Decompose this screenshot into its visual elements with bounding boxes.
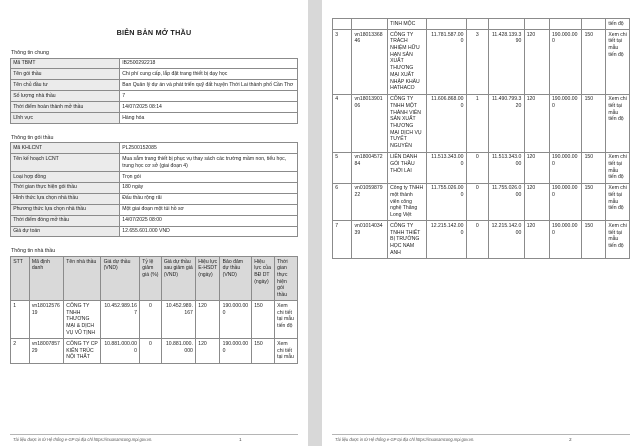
cell-stt: 1 — [11, 301, 30, 339]
table-row — [11, 182, 298, 193]
cell-name: Công ty TNHH một thành viên công nghệ Thăng Long Việt — [387, 183, 426, 221]
cell-guarantee-days: 150 — [582, 152, 606, 183]
cell-guarantee-days: 150 — [582, 221, 606, 259]
cell-name: CÔNG TY TNHH THƯƠNG MẠI & DỊCH VỤ VŨ TỊNH — [64, 301, 101, 339]
cell-duration: Xem chi tiết tại mẫu tiến độ — [606, 152, 630, 183]
cell-name: TINH MỘC — [387, 19, 426, 30]
general-info-heading: Thông tin chung — [11, 50, 49, 56]
info-label: Mã KHLCNT — [11, 143, 120, 154]
cell-bid-after: 10.881.000.000 — [161, 339, 195, 363]
table-row — [11, 69, 298, 80]
page-number-wrap — [183, 437, 298, 442]
cell-name: CÔNG TY TNHH MỘT THÀNH VIÊN SẢN XUẤT THƯƠNG MẠI DỊCH VỤ TUYẾT NGUYÊN — [387, 94, 426, 152]
table-row — [333, 29, 630, 94]
page-number-wrap — [511, 437, 630, 442]
cell-duration: Xem chi tiết tại mẫu tiến độ — [606, 221, 630, 259]
cell-hsdt-days: 120 — [196, 339, 220, 363]
column-header-guarantee: Bảo đảm dự thầu (VND) — [220, 256, 252, 301]
cell-code — [352, 19, 388, 30]
cell-bid-after: 12.215.142.000 — [488, 221, 524, 259]
cell-stt: 4 — [333, 94, 352, 152]
table-row — [11, 102, 298, 113]
cell-stt — [333, 19, 352, 30]
table-row — [11, 154, 298, 172]
info-label: Giá dự toán — [11, 226, 120, 237]
info-label: Thời điểm đóng mở thầu — [11, 215, 120, 226]
info-value: PL2500152085 — [120, 143, 298, 154]
document-page-1 — [0, 0, 308, 446]
cell-code: vn0101403439 — [352, 221, 388, 259]
cell-stt: 6 — [333, 183, 352, 221]
page-footer — [332, 434, 630, 443]
cell-bid-price: 11.513.343.000 — [426, 152, 466, 183]
page-footer — [10, 434, 298, 443]
bidders-table-page1 — [10, 256, 298, 364]
cell-hsdt-days: 120 — [524, 94, 549, 152]
cell-discount: 0 — [466, 221, 488, 259]
cell-bid-price: 11.606.868.000 — [426, 94, 466, 152]
cell-guarantee-days — [582, 19, 606, 30]
column-header-bid-after: Giá dự thầu sau giảm giá (VND) — [161, 256, 195, 301]
cell-name: CÔNG TY TNHH THIẾT BỊ TRƯỜNG HỌC NAM ANH — [387, 221, 426, 259]
info-value: 12.655.601.000 VND — [120, 226, 298, 237]
cell-bid-after: 10.452.989.167 — [161, 301, 195, 339]
cell-discount: 3 — [466, 29, 488, 94]
cell-bid-price: 11.755.026.000 — [426, 183, 466, 221]
cell-guarantee: 190.000.000 — [549, 152, 582, 183]
info-value: Mua sắm trang thiết bị phục vụ thay sách các trường mầm non, tiểu học, trung học cơ sở (giai đoạn 4) — [120, 154, 298, 172]
cell-duration: Xem chi tiết tại mẫu tiến độ — [274, 301, 297, 339]
package-info-heading: Thông tin gói thầu — [11, 134, 54, 141]
cell-bid-price: 10.452.989.167 — [101, 301, 140, 339]
column-header-hsdt-days: Hiệu lực E-HSDT (ngày) — [196, 256, 220, 301]
cell-bid-price: 11.781.587.000 — [426, 29, 466, 94]
cell-bid-after: 11.428.139.390 — [488, 29, 524, 94]
cell-bid-after: 11.755.026.000 — [488, 183, 524, 221]
info-value: 14/07/2025 08:00 — [120, 215, 298, 226]
info-value: 180 ngày — [120, 182, 298, 193]
cell-hsdt-days: 120 — [524, 152, 549, 183]
column-header-duration: Thời gian thực hiện gói thầu — [274, 256, 297, 301]
info-value: Ban Quản lý dự án và phát triển quỹ đất huyện Thới Lai thành phố Cần Thơ — [120, 80, 298, 91]
cell-discount: 1 — [466, 94, 488, 152]
cell-guarantee: 190.000.000 — [549, 183, 582, 221]
cell-hsdt-days: 120 — [524, 221, 549, 259]
cell-guarantee: 190.000.000 — [549, 94, 582, 152]
cell-duration: Xem chi tiết tại mẫu tiến độ — [606, 183, 630, 221]
info-label: Thời gian thực hiện gói thầu — [11, 182, 120, 193]
cell-discount — [466, 19, 488, 30]
info-value: Một giai đoạn một túi hồ sơ — [120, 204, 298, 215]
column-header-bid-price: Giá dự thầu (VND) — [101, 256, 140, 301]
info-value: IB2500292218 — [120, 58, 298, 69]
table-row — [11, 193, 298, 204]
document-page-2 — [322, 0, 640, 446]
info-value: Trọn gói — [120, 171, 298, 182]
cell-bid-after: 11.490.799.320 — [488, 94, 524, 152]
cell-stt: 5 — [333, 152, 352, 183]
cell-duration: Xem chi tiết tại mẫu tiến độ — [606, 94, 630, 152]
info-label: Mã TBMT — [11, 58, 120, 69]
cell-guarantee — [549, 19, 582, 30]
table-row — [11, 143, 298, 154]
cell-code: vn1801336846 — [352, 29, 388, 94]
table-row — [11, 204, 298, 215]
cell-bid-price: 10.881.000.000 — [101, 339, 140, 363]
table-row — [11, 113, 298, 124]
cell-guarantee-days: 150 — [582, 94, 606, 152]
table-row — [11, 58, 298, 69]
cell-name: CÔNG TY TRÁCH NHIỆM HỮU HẠN SẢN XUẤT THƯƠNG MẠI XUẤT NHẬP KHẨU HATHACO — [387, 29, 426, 94]
info-label: Loại hợp đồng — [11, 171, 120, 182]
cell-hsdt-days — [524, 19, 549, 30]
cell-discount: 0 — [140, 339, 162, 363]
info-value: 7 — [120, 91, 298, 102]
info-label: Hình thức lựa chọn nhà thầu — [11, 193, 120, 204]
cell-discount: 0 — [466, 152, 488, 183]
info-label: Tên chủ đầu tư — [11, 80, 120, 91]
section-spacer — [10, 237, 298, 248]
cell-guarantee: 190.000.000 — [549, 29, 582, 94]
info-value: Hàng hóa — [120, 113, 298, 124]
cell-guarantee-days: 150 — [582, 183, 606, 221]
cell-name: LIÊN DANH GÓI THẦU THỚI LAI — [387, 152, 426, 183]
info-label: Thời điểm hoàn thành mở thầu — [11, 102, 120, 113]
cell-bid-price: 12.215.142.000 — [426, 221, 466, 259]
cell-code: vn1801257619 — [29, 301, 63, 339]
table-row — [11, 171, 298, 182]
info-value: Chi phí cung cấp, lắp đặt trang thiết bị dạy học — [120, 69, 298, 80]
info-value: Đấu thầu rộng rãi — [120, 193, 298, 204]
table-header-row — [11, 256, 298, 301]
cell-bid-price — [426, 19, 466, 30]
cell-code: vn1800785729 — [29, 339, 63, 363]
table-row — [11, 91, 298, 102]
info-label: Số lượng nhà thầu — [11, 91, 120, 102]
info-label: Lĩnh vực — [11, 113, 120, 124]
cell-duration: Xem chi tiết tại mẫu — [274, 339, 297, 363]
table-row — [333, 152, 630, 183]
page-number: 2 — [569, 437, 572, 442]
table-row — [333, 94, 630, 152]
cell-duration: Xem chi tiết tại mẫu tiến độ — [606, 29, 630, 94]
column-header-code: Mã định danh — [29, 256, 63, 301]
cell-guarantee: 190.000.000 — [220, 301, 252, 339]
cell-code: vn1801390106 — [352, 94, 388, 152]
table-row — [11, 80, 298, 91]
info-value: 14/07/2025 08:14 — [120, 102, 298, 113]
cell-guarantee: 190.000.000 — [549, 221, 582, 259]
column-header-guarantee-days: Hiệu lực của BĐ DT (ngày) — [252, 256, 275, 301]
cell-code: vn1800457284 — [352, 152, 388, 183]
info-label: Phương thức lựa chọn nhà thầu — [11, 204, 120, 215]
table-row — [11, 339, 298, 363]
info-label: Tên gói thầu — [11, 69, 120, 80]
page-number: 1 — [239, 437, 242, 442]
table-row-continuation — [333, 19, 630, 30]
cell-discount: 0 — [466, 183, 488, 221]
table-row — [11, 215, 298, 226]
table-row — [11, 301, 298, 339]
cell-bid-after — [488, 19, 524, 30]
cell-guarantee-days: 150 — [252, 339, 275, 363]
cell-code: vn0105987922 — [352, 183, 388, 221]
info-label: Tên kế hoạch LCNT — [11, 154, 120, 172]
bidders-heading: Thông tin nhà thầu — [11, 248, 56, 255]
cell-guarantee-days: 150 — [582, 29, 606, 94]
footer-source-text: Tài liệu được in từ Hệ thống e-GP tại địa chỉ https://muasamcong.mpi.gov.vn. — [335, 437, 475, 442]
bidders-table-page2 — [332, 18, 630, 259]
cell-name: CÔNG TY CP KIẾN TRÚC NỘI THẤT — [64, 339, 101, 363]
column-header-stt: STT — [11, 256, 30, 301]
package-info-table — [10, 142, 298, 237]
cell-discount: 0 — [140, 301, 162, 339]
section-spacer — [10, 124, 298, 135]
general-info-table — [10, 58, 298, 124]
cell-guarantee: 190.000.000 — [220, 339, 252, 363]
cell-hsdt-days: 120 — [196, 301, 220, 339]
cell-hsdt-days: 120 — [524, 183, 549, 221]
column-header-name: Tên nhà thầu — [64, 256, 101, 301]
table-row — [11, 226, 298, 237]
cell-duration: tiến độ — [606, 19, 630, 30]
table-row — [333, 221, 630, 259]
page-title: BIÊN BẢN MỞ THẦU — [116, 28, 192, 37]
cell-stt: 7 — [333, 221, 352, 259]
cell-bid-after: 11.513.343.000 — [488, 152, 524, 183]
cell-hsdt-days: 120 — [524, 29, 549, 94]
cell-stt: 3 — [333, 29, 352, 94]
cell-stt: 2 — [11, 339, 30, 363]
footer-source-text: Tài liệu được in từ Hệ thống e-GP tại địa chỉ https://muasamcong.mpi.gov.vn. — [13, 437, 153, 442]
cell-guarantee-days: 150 — [252, 301, 275, 339]
column-header-discount: Tỷ lệ giảm giá (%) — [140, 256, 162, 301]
table-row — [333, 183, 630, 221]
